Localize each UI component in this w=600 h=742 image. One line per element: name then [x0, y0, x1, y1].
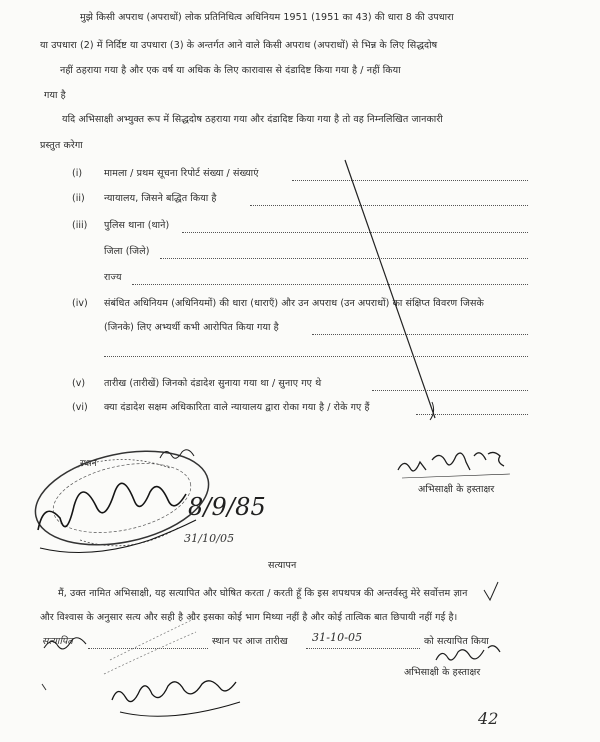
witness-signature	[112, 681, 236, 702]
notary-stamp	[27, 437, 217, 560]
intro-line-2: प्रस्तुत करेगा	[40, 140, 83, 151]
header-line-2: या उपधारा (2) में निर्दिष्ट या उपधारा (3) के अन्तर्गत आने वाले किसी अपराध (अपराधों) से भिन्न के लिए सिद्धदोष	[40, 40, 438, 51]
item-i-number: (i)	[72, 168, 83, 179]
place-scribble	[160, 450, 194, 459]
item-iii-number: (iii)	[72, 220, 88, 231]
notary-stamp-text-arc	[70, 459, 170, 470]
header-line-1: मुझे किसी अपराध (अपराधों) लोक प्रतिनिधित्व अधिनियम 1951 (1951 का 43) की धारा 8 की उपधारा	[80, 12, 454, 23]
verification-title: सत्यापन	[268, 560, 297, 571]
strike-through-line	[345, 160, 435, 418]
place-label: स्थान	[80, 459, 97, 469]
margin-mark	[42, 684, 46, 690]
stamp-date-small: 31/10/05	[184, 532, 235, 545]
verification-line-3-prefix: सत्यापित	[42, 636, 73, 647]
item-iii-police-station: पुलिस थाना (थाने)	[104, 220, 170, 231]
witness-signature-flourish	[120, 702, 240, 716]
item-vi-number: (vi)	[72, 402, 88, 413]
deponent-signature-top-underline	[402, 474, 510, 478]
item-iv-number: (iv)	[72, 298, 88, 309]
verification-tick	[484, 582, 498, 600]
bottom-stamp-lines	[104, 618, 196, 674]
item-vi-label: क्या दंडादेश सक्षम अधिकारिता वाले न्यायालय द्वारा रोका गया है / रोके गए हैं	[104, 402, 370, 413]
deponent-signature-top	[398, 452, 504, 471]
header-line-4: गया है	[44, 90, 66, 101]
item-iv-label-1: संबंधित अधिनियम (अधिनियमों) की धारा (धाराएँ) और उन अपराध (उन अपराधों) का संक्षिप्त विवरण जिसके	[104, 298, 484, 309]
header-line-3: नहीं ठहराया गया है और एक वर्ष या अधिक के लिए कारावास से दंडादिष्ट किया गया है / नहीं किया	[60, 65, 401, 76]
deponent-signature-label-1: अभिसाक्षी के हस्ताक्षर	[418, 484, 495, 495]
place-scribble-bottom	[44, 638, 86, 649]
page-mark: 42	[478, 709, 499, 728]
item-iv-label-2: (जिनके) लिए अभ्यर्थी कभी आरोपित किया गया है	[104, 322, 279, 333]
item-i-label: मामला / प्रथम सूचना रिपोर्ट संख्या / संख्याएं	[104, 168, 259, 179]
item-v-number: (v)	[72, 378, 86, 389]
verification-line-3: स्थान पर आज तारीख	[212, 636, 288, 647]
notary-signature	[38, 483, 186, 530]
verification-line-2: और विश्वास के अनुसार सत्य और सही है और इसका कोई भाग मिथ्या नहीं है और कोई तात्विक बात छिपायी नहीं गई है।	[40, 612, 458, 623]
verification-date-handwritten: 31-10-05	[312, 631, 363, 644]
item-ii-label: न्यायालय, जिसने बद्धित किया है	[104, 193, 217, 204]
item-iii-state: राज्य	[104, 272, 122, 283]
item-v-label: तारीख (तारीखें) जिनको दंडादेश सुनाया गया था / सुनाए गए थे	[104, 378, 322, 389]
item-iii-district: जिला (जिले)	[104, 246, 150, 257]
intro-line-1: यदि अभिसाक्षी अभ्युक्त रूप में सिद्धदोष ठहराया गया और दंडादिष्ट किया गया है तो वह निम्नलिखित जानकारी	[62, 114, 443, 125]
item-ii-number: (ii)	[72, 193, 85, 204]
verification-line-1: मैं, उक्त नामित अभिसाक्षी, यह सत्यापित और घोषित करता / करती हूँ कि इस शपथपत्र की अन्तर्वस्तु मेरे सर्वोत्तम ज्ञान	[58, 588, 468, 599]
stamp-date-handwritten: 8/9/85	[188, 493, 266, 521]
verification-line-3-suffix: को सत्यापित किया	[424, 636, 489, 647]
deponent-signature-bottom	[436, 646, 500, 660]
deponent-signature-label-2: अभिसाक्षी के हस्ताक्षर	[404, 667, 481, 678]
